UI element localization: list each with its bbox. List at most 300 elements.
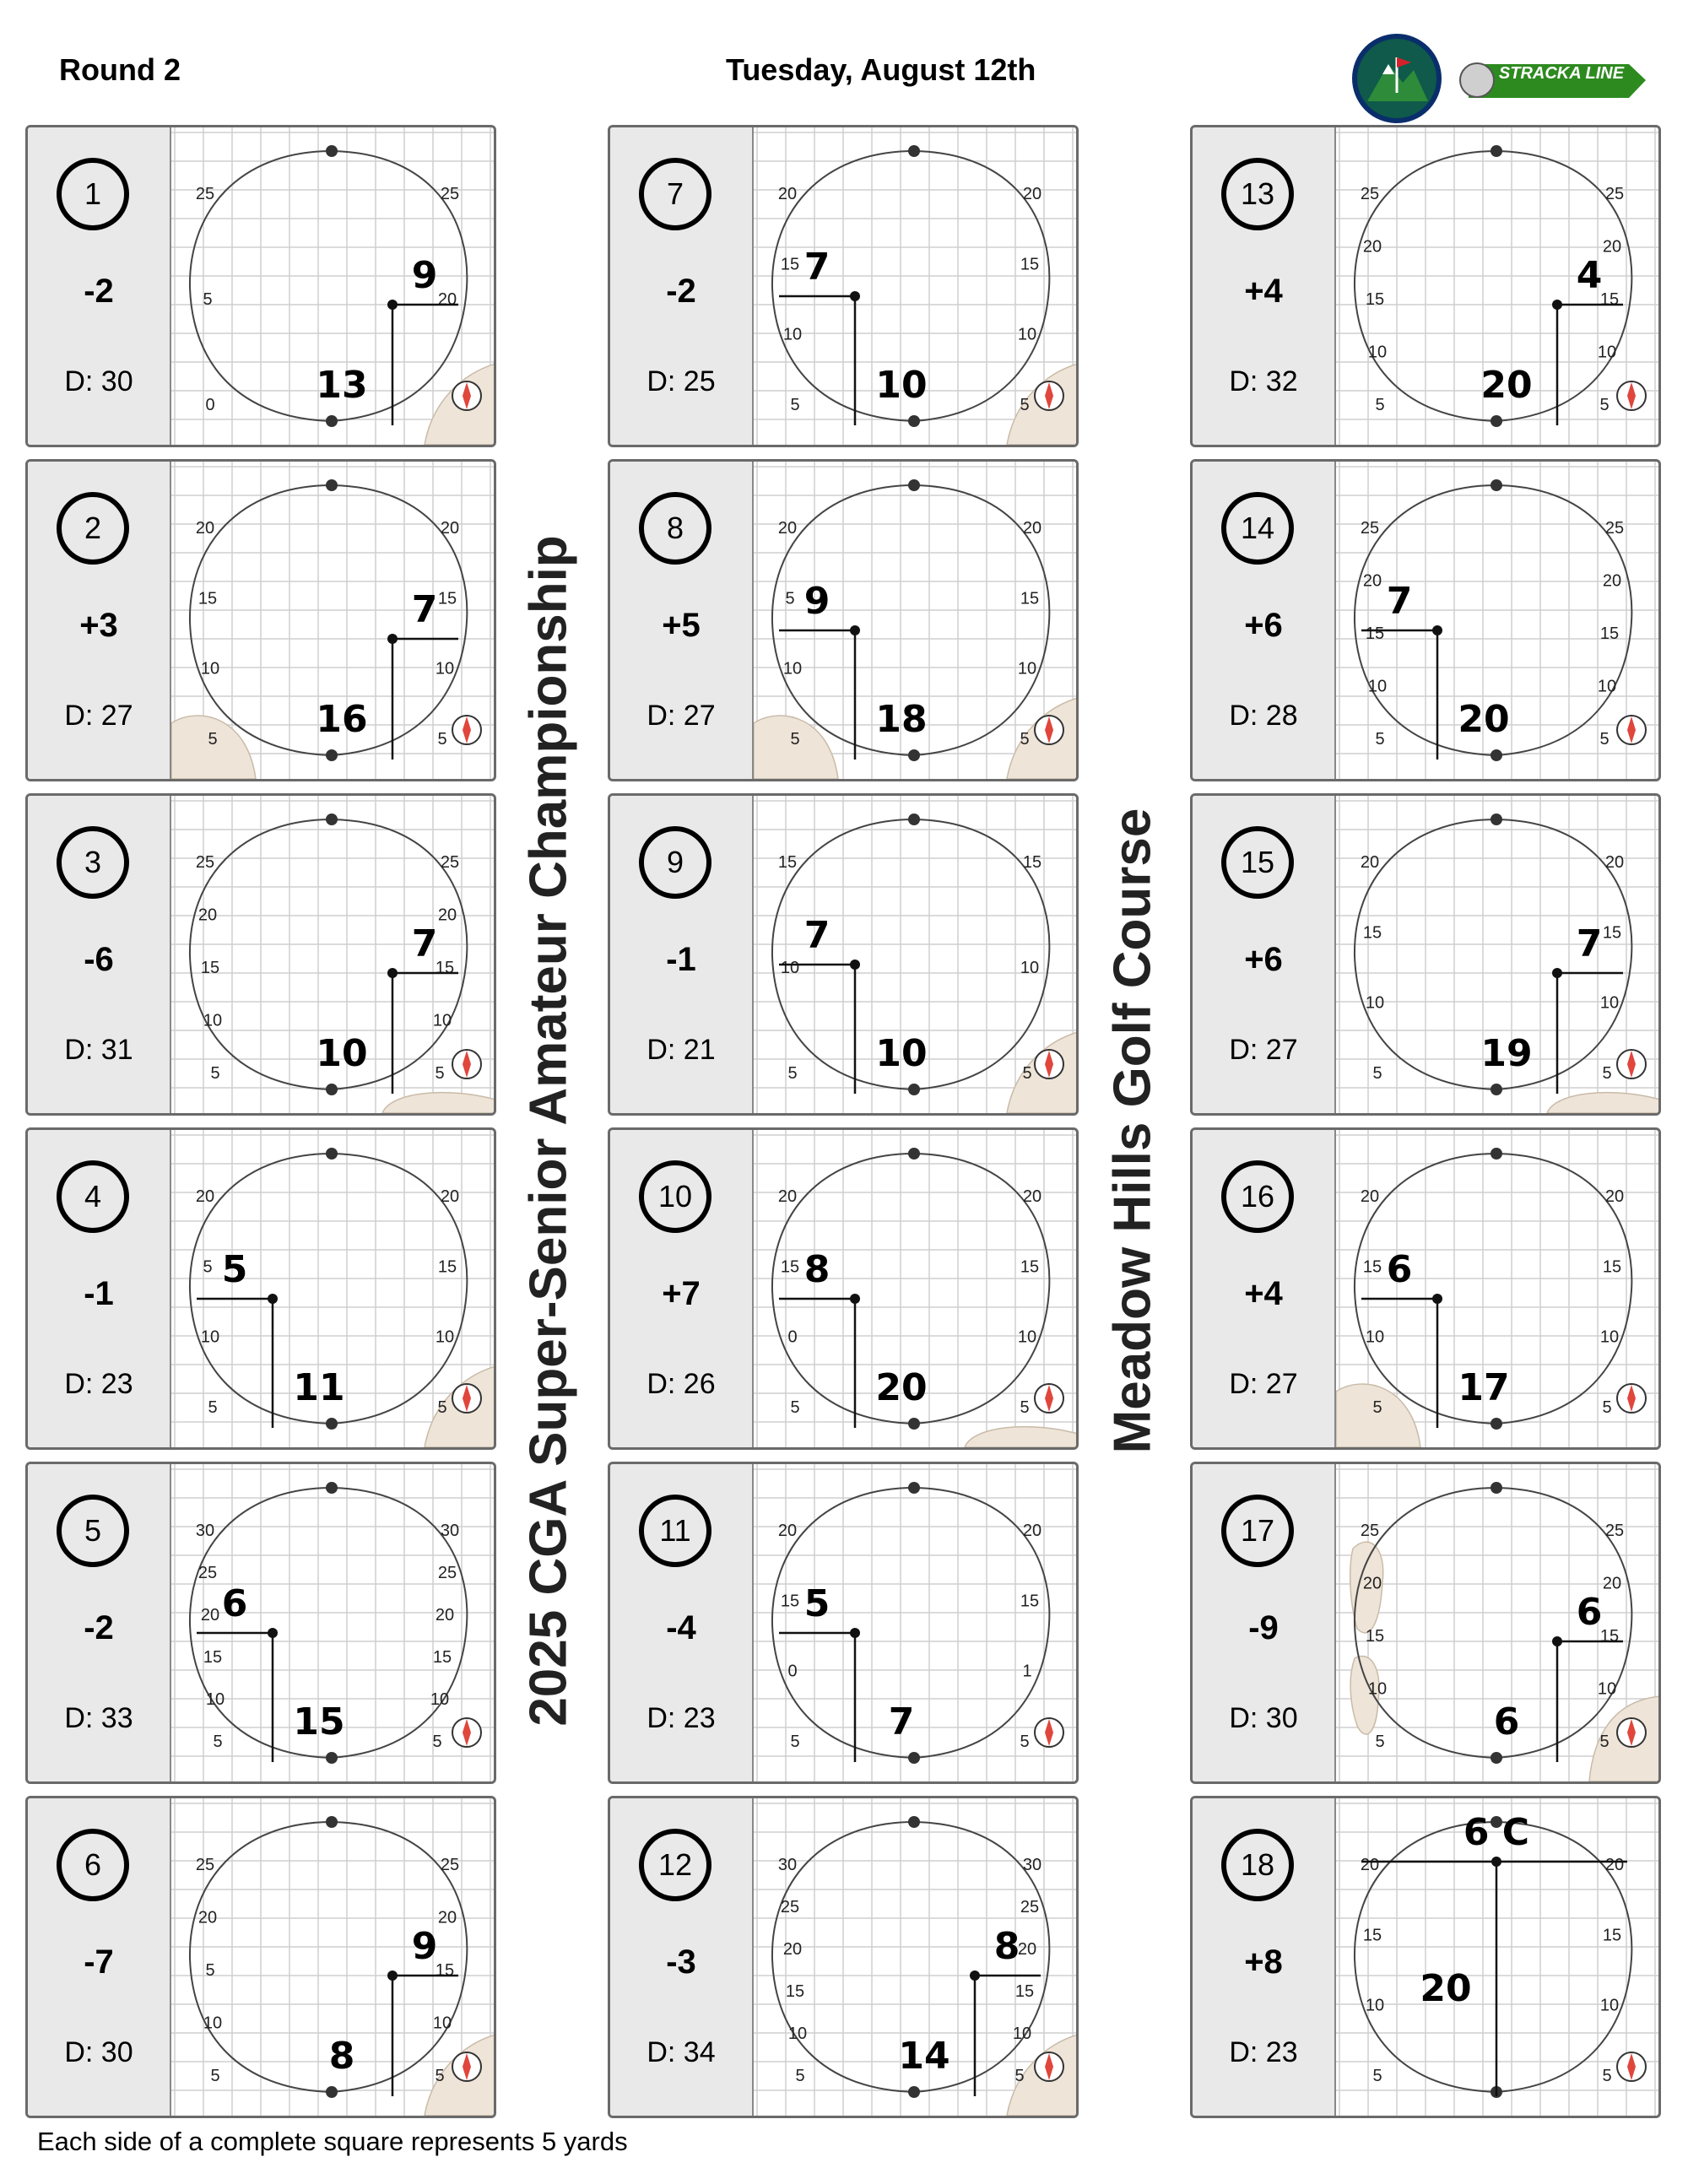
back-edge-dot (326, 1816, 338, 1828)
event-title: 2025 CGA Super-Senior Amateur Championship (519, 535, 578, 1727)
yardage-tick-label: 15 (1599, 290, 1620, 309)
pin-side-yards: 6 C (1463, 1811, 1530, 1854)
yardage-tick-label: 20 (1604, 1187, 1625, 1206)
back-edge-dot (1491, 1148, 1502, 1160)
yardage-tick-label: 5 (790, 730, 800, 749)
yardage-tick-label: 10 (1367, 343, 1388, 362)
yardage-tick-label: 15 (1020, 589, 1040, 608)
pin-front-yards: 18 (875, 698, 928, 741)
hole-info-panel (1193, 796, 1336, 1113)
yardage-tick-label: 10 (1017, 325, 1037, 344)
yardage-tick-label: 10 (200, 659, 220, 678)
hole-number: 18 (1221, 1829, 1294, 1901)
yardage-tick-label: 25 (1604, 1522, 1625, 1540)
yardage-tick-label: 5 (790, 1398, 800, 1417)
bunker (1547, 1093, 1660, 1113)
pin-position-dot (850, 960, 860, 970)
pin-front-yards: 17 (1458, 1366, 1510, 1409)
yardage-tick-label: 20 (777, 1187, 798, 1206)
hole-score: -9 (1248, 1609, 1279, 1646)
yardage-tick-label: 5 (1602, 1398, 1612, 1417)
green-depth: D: 23 (1229, 2036, 1298, 2068)
pin-front-yards: 10 (316, 1032, 368, 1075)
date-label: Tuesday, August 12th (726, 52, 1036, 87)
yardage-tick-label: 25 (1604, 519, 1625, 538)
hole-card (25, 1796, 496, 2118)
compass-icon (452, 1050, 481, 1078)
pin-measure-lines (392, 639, 458, 760)
pin-front-yards: 14 (898, 2035, 950, 2078)
hole-info-panel (610, 1130, 754, 1447)
green-diagram (171, 1464, 495, 1781)
pin-position-dot (1552, 300, 1562, 310)
hole-card (1190, 459, 1661, 781)
compass-icon (452, 1384, 481, 1413)
pin-side-yards: 7 (1386, 580, 1413, 623)
yardage-tick-label: 20 (1602, 237, 1622, 257)
yardage-tick-label: 20 (440, 519, 460, 538)
green-diagram (754, 127, 1078, 445)
pin-front-yards: 11 (293, 1366, 345, 1409)
back-edge-dot (1491, 814, 1502, 825)
yardage-tick-label: 15 (1014, 1982, 1035, 2001)
yardage-tick-label: 5 (1020, 1733, 1030, 1751)
compass-icon (452, 381, 481, 410)
yardage-tick-label: 15 (777, 853, 798, 872)
hole-card (608, 1462, 1079, 1784)
pin-front-yards: 20 (875, 1366, 928, 1409)
hole-card (608, 125, 1079, 447)
compass-icon (1035, 1050, 1063, 1078)
green-diagram (1336, 1798, 1660, 2116)
bunker (965, 1427, 1078, 1447)
cga-logo (1355, 36, 1439, 121)
pin-position-dot (387, 1970, 398, 1981)
green-depth: D: 27 (64, 700, 133, 732)
stracka-line-logo (1460, 63, 1646, 98)
yardage-tick-label: 15 (1020, 1257, 1040, 1277)
yardage-tick-label: 5 (437, 1398, 447, 1417)
pin-front-yards: 20 (1420, 1967, 1472, 2010)
pin-position-dot (387, 968, 398, 978)
hole-info-panel (1193, 1798, 1336, 2116)
pin-side-yards: 7 (1576, 922, 1603, 965)
front-edge-dot (326, 1084, 338, 1095)
yardage-tick-label: 20 (437, 1908, 457, 1927)
front-edge-dot (1491, 1752, 1502, 1764)
hole-number: 13 (1221, 158, 1294, 230)
hole-score: +8 (1244, 1943, 1283, 1981)
yardage-tick-label: 5 (1022, 1064, 1032, 1083)
yardage-tick-label: 10 (1365, 993, 1385, 1013)
yardage-tick-label: 10 (1012, 2025, 1032, 2043)
pin-position-dot (387, 634, 398, 644)
yardage-tick-label: 15 (1602, 1257, 1622, 1277)
green-depth: D: 26 (647, 1368, 716, 1400)
hole-score: +6 (1244, 941, 1283, 978)
yardage-tick-label: 15 (1020, 255, 1040, 274)
pin-side-yards: 8 (993, 1925, 1020, 1968)
green-diagram (754, 796, 1078, 1113)
yardage-tick-label: 5 (208, 1398, 218, 1417)
compass-icon (1617, 716, 1646, 744)
pin-position-dot (387, 300, 398, 310)
yardage-tick-label: 20 (1362, 1574, 1382, 1593)
green-depth: D: 30 (1229, 1702, 1298, 1734)
pin-side-yards: 9 (411, 1925, 438, 1968)
compass-icon (1617, 2052, 1646, 2081)
green-depth: D: 27 (1229, 1034, 1298, 1066)
hole-score: -2 (666, 273, 696, 310)
compass-icon (1617, 1050, 1646, 1078)
bunker (382, 1093, 495, 1113)
hole-score: -2 (84, 273, 114, 310)
pin-side-yards: 6 (1386, 1248, 1413, 1291)
logos (1350, 32, 1654, 125)
pin-position-dot (1552, 1636, 1562, 1646)
yardage-tick-label: 10 (1367, 1679, 1388, 1699)
hole-info-panel (1193, 1130, 1336, 1447)
hole-score: -7 (84, 1943, 114, 1981)
yardage-tick-label: 10 (200, 1327, 220, 1347)
pin-side-yards: 6 (221, 1582, 248, 1625)
front-edge-dot (1491, 1418, 1502, 1430)
pin-front-yards: 19 (1480, 1032, 1533, 1075)
front-edge-dot (326, 2086, 338, 2098)
yardage-tick-label: 5 (1599, 730, 1610, 749)
yardage-tick-label: 5 (1020, 396, 1030, 414)
yardage-tick-label: 20 (197, 1908, 218, 1927)
pin-side-yards: 5 (221, 1248, 248, 1291)
pin-front-yards: 10 (875, 364, 928, 407)
hole-card (608, 1796, 1079, 2118)
yardage-tick-label: 10 (1599, 993, 1620, 1013)
yardage-tick-label: 1 (1022, 1662, 1032, 1681)
back-edge-dot (908, 814, 920, 825)
yardage-tick-label: 5 (1375, 1733, 1385, 1751)
yardage-tick-label: 20 (1022, 185, 1042, 203)
green-depth: D: 34 (647, 2036, 716, 2068)
hole-number: 2 (57, 492, 129, 565)
yardage-tick-label: 20 (200, 1606, 220, 1624)
green-depth: D: 23 (64, 1368, 133, 1400)
yardage-tick-label: 15 (1602, 923, 1622, 943)
yardage-tick-label: 15 (197, 589, 218, 608)
front-edge-dot (908, 1084, 920, 1095)
yardage-tick-label: 5 (1372, 1064, 1382, 1083)
yardage-tick-label: 15 (780, 1592, 800, 1611)
yardage-tick-label: 25 (197, 1564, 218, 1582)
hole-card (1190, 1127, 1661, 1450)
front-edge-dot (1491, 415, 1502, 427)
yardage-tick-label: 10 (430, 1690, 450, 1709)
yardage-tick-label: 20 (777, 519, 798, 538)
yardage-tick-label: 5 (795, 2067, 805, 2085)
hole-info-panel (1193, 127, 1336, 445)
green-diagram (1336, 1464, 1660, 1781)
hole-card (25, 459, 496, 781)
yardage-tick-label: 5 (787, 1064, 798, 1083)
yardage-tick-label: 25 (195, 185, 215, 203)
course-title: Meadow Hills Golf Course (1103, 808, 1162, 1454)
yardage-tick-label: 10 (1367, 677, 1388, 696)
yardage-tick-label: 10 (782, 659, 803, 678)
yardage-tick-label: 10 (787, 2025, 808, 2043)
yardage-tick-label: 25 (437, 1564, 457, 1582)
yardage-tick-label: 5 (210, 1064, 220, 1083)
green-depth: D: 25 (647, 365, 716, 397)
compass-icon (1035, 2052, 1063, 2081)
green-diagram (754, 1798, 1078, 2116)
yardage-tick-label: 20 (1604, 853, 1625, 872)
yardage-tick-label: 20 (1022, 1522, 1042, 1540)
yardage-tick-label: 25 (440, 185, 460, 203)
pin-position-dot (268, 1294, 278, 1304)
yardage-tick-label: 10 (780, 959, 800, 977)
hole-info-panel (1193, 462, 1336, 779)
yardage-tick-label: 10 (1365, 1327, 1385, 1347)
hole-score: +6 (1244, 607, 1283, 644)
hole-info-panel (28, 796, 171, 1113)
back-edge-dot (326, 1148, 338, 1160)
yardage-tick-label: 15 (1362, 1926, 1382, 1945)
yardage-tick-label: 20 (197, 905, 218, 925)
yardage-tick-label: 20 (1362, 237, 1382, 257)
yardage-tick-label: 20 (1360, 1187, 1380, 1206)
compass-icon (1035, 1718, 1063, 1747)
pin-measure-lines (1557, 305, 1623, 425)
pin-side-yards: 7 (803, 246, 830, 289)
yardage-tick-label: 5 (1375, 396, 1385, 414)
pin-front-yards: 8 (328, 2035, 355, 2078)
yardage-tick-label: 10 (1365, 1996, 1385, 2015)
hole-number: 11 (639, 1495, 711, 1567)
hole-score: +4 (1244, 1275, 1283, 1312)
hole-number: 10 (639, 1160, 711, 1233)
hole-number: 17 (1221, 1495, 1294, 1567)
hole-info-panel (610, 462, 754, 779)
yardage-tick-label: 5 (785, 589, 795, 608)
pin-side-yards: 9 (411, 254, 438, 297)
pin-side-yards: 4 (1576, 254, 1603, 297)
yardage-tick-label: 5 (437, 730, 447, 749)
yardage-tick-label: 25 (1360, 519, 1380, 538)
hole-info-panel (610, 127, 754, 445)
yardage-tick-label: 15 (1599, 1627, 1620, 1646)
compass-icon (452, 1718, 481, 1747)
green-depth: D: 27 (1229, 1368, 1298, 1400)
yardage-tick-label: 10 (205, 1690, 225, 1709)
hole-card (25, 1127, 496, 1450)
pin-side-yards: 7 (803, 914, 830, 957)
pin-position-dot (1432, 625, 1442, 635)
yardage-tick-label: 5 (1020, 730, 1030, 749)
yardage-tick-label: 20 (195, 519, 215, 538)
yardage-tick-label: 10 (1597, 677, 1617, 696)
green-depth: D: 30 (64, 365, 133, 397)
footer-note: Each side of a complete square represents 5 yards (37, 2127, 628, 2156)
pin-side-yards: 7 (411, 588, 438, 631)
yardage-tick-label: 15 (1022, 853, 1042, 872)
yardage-tick-label: 5 (1020, 1398, 1030, 1417)
green-diagram (1336, 1130, 1660, 1447)
back-edge-dot (326, 145, 338, 157)
yardage-tick-label: 15 (203, 1648, 223, 1667)
green-diagram (171, 1798, 495, 2116)
yardage-tick-label: 0 (205, 396, 215, 414)
yardage-tick-label: 10 (432, 1011, 452, 1030)
green-depth: D: 28 (1229, 700, 1298, 732)
hole-info-panel (28, 462, 171, 779)
pin-side-yards: 5 (803, 1582, 830, 1625)
pin-side-yards: 8 (803, 1248, 830, 1291)
yardage-tick-label: 5 (1014, 2067, 1025, 2085)
front-edge-dot (908, 2086, 920, 2098)
hole-number: 14 (1221, 492, 1294, 565)
yardage-tick-label: 20 (195, 1187, 215, 1206)
yardage-tick-label: 20 (1602, 571, 1622, 591)
pin-position-dot (850, 625, 860, 635)
compass-icon (1035, 381, 1063, 410)
yardage-tick-label: 20 (1017, 1940, 1037, 1959)
hole-card (1190, 793, 1661, 1116)
yardage-tick-label: 15 (780, 255, 800, 274)
compass-icon (452, 716, 481, 744)
front-edge-dot (908, 1752, 920, 1764)
yardage-tick-label: 5 (790, 396, 800, 414)
yardage-tick-label: 25 (440, 1856, 460, 1874)
yardage-tick-label: 5 (1599, 1733, 1610, 1751)
hole-number: 5 (57, 1495, 129, 1567)
yardage-tick-label: 25 (1360, 185, 1380, 203)
pin-front-yards: 13 (316, 364, 368, 407)
green-diagram (1336, 796, 1660, 1113)
hole-number: 16 (1221, 1160, 1294, 1233)
yardage-tick-label: 10 (203, 2014, 223, 2033)
back-edge-dot (326, 1482, 338, 1494)
yardage-tick-label: 0 (787, 1662, 798, 1681)
yardage-tick-label: 15 (1599, 624, 1620, 643)
front-edge-dot (326, 749, 338, 761)
yardage-tick-label: 10 (432, 2014, 452, 2033)
logo-text: STRACKA LINE (1498, 64, 1625, 83)
yardage-tick-label: 5 (432, 1733, 442, 1751)
hole-number: 15 (1221, 826, 1294, 899)
yardage-tick-label: 15 (1365, 624, 1385, 643)
yardage-tick-label: 5 (1372, 2067, 1382, 2085)
yardage-tick-label: 15 (200, 959, 220, 977)
green-depth: D: 31 (64, 1034, 133, 1066)
hole-info-panel (28, 1130, 171, 1447)
yardage-tick-label: 5 (435, 1064, 445, 1083)
compass-icon (1035, 1384, 1063, 1413)
back-edge-dot (908, 479, 920, 491)
yardage-tick-label: 5 (205, 1961, 215, 1980)
yardage-tick-label: 0 (787, 1327, 798, 1347)
yardage-tick-label: 20 (437, 290, 457, 309)
yardage-tick-label: 15 (1362, 923, 1382, 943)
yardage-tick-label: 30 (195, 1522, 215, 1540)
hole-number: 6 (57, 1829, 129, 1901)
hole-info-panel (28, 127, 171, 445)
yardage-tick-label: 10 (1017, 1327, 1037, 1347)
pin-front-yards: 20 (1480, 364, 1533, 407)
hole-score: -1 (666, 941, 696, 978)
yardage-tick-label: 5 (213, 1733, 223, 1751)
hole-score: -1 (84, 1275, 114, 1312)
green-diagram (754, 462, 1078, 779)
back-edge-dot (326, 479, 338, 491)
yardage-tick-label: 30 (777, 1856, 798, 1874)
hole-number: 8 (639, 492, 711, 565)
yardage-tick-label: 10 (1597, 1679, 1617, 1699)
yardage-tick-label: 30 (440, 1522, 460, 1540)
hole-card (25, 793, 496, 1116)
yardage-tick-label: 15 (1602, 1926, 1622, 1945)
green-diagram (1336, 462, 1660, 779)
green-diagram (754, 1130, 1078, 1447)
front-edge-dot (908, 415, 920, 427)
hole-card (1190, 125, 1661, 447)
yardage-tick-label: 10 (1597, 343, 1617, 362)
pin-position-dot (268, 1628, 278, 1638)
yardage-tick-label: 20 (1362, 571, 1382, 591)
yardage-tick-label: 25 (440, 853, 460, 872)
pin-side-yards: 6 (1576, 1591, 1603, 1634)
pin-position-dot (1552, 968, 1562, 978)
hole-number: 1 (57, 158, 129, 230)
green-depth: D: 30 (64, 2036, 133, 2068)
yardage-tick-label: 5 (1375, 730, 1385, 749)
yardage-tick-label: 25 (780, 1898, 800, 1916)
yardage-tick-label: 20 (777, 1522, 798, 1540)
hole-info-panel (610, 1798, 754, 2116)
yardage-tick-label: 5 (1372, 1398, 1382, 1417)
pin-measure-lines (1557, 973, 1623, 1094)
yardage-tick-label: 15 (785, 1982, 805, 2001)
hole-card (25, 125, 496, 447)
hole-number: 4 (57, 1160, 129, 1233)
front-edge-dot (908, 1418, 920, 1430)
yardage-tick-label: 15 (437, 589, 457, 608)
back-edge-dot (1491, 1482, 1502, 1494)
front-edge-dot (1491, 749, 1502, 761)
yardage-tick-label: 5 (203, 290, 213, 309)
compass-icon (1617, 1384, 1646, 1413)
hole-number: 3 (57, 826, 129, 899)
hole-card (1190, 1796, 1661, 2118)
green-diagram (171, 127, 495, 445)
hole-score: +5 (662, 607, 701, 644)
yardage-tick-label: 20 (1022, 1187, 1042, 1206)
yardage-tick-label: 10 (1599, 1996, 1620, 2015)
green-depth: D: 23 (647, 1702, 716, 1734)
hole-info-panel (610, 1464, 754, 1781)
yardage-tick-label: 10 (1599, 1327, 1620, 1347)
pin-measure-lines (392, 973, 458, 1094)
yardage-tick-label: 20 (440, 1187, 460, 1206)
green-diagram (754, 1464, 1078, 1781)
hole-info-panel (610, 796, 754, 1113)
hole-number: 7 (639, 158, 711, 230)
front-edge-dot (908, 749, 920, 761)
hole-score: +7 (662, 1275, 701, 1312)
hole-card (608, 793, 1079, 1116)
yardage-tick-label: 20 (777, 185, 798, 203)
hole-card (25, 1462, 496, 1784)
yardage-tick-label: 15 (1362, 1257, 1382, 1277)
pin-side-yards: 9 (803, 580, 830, 623)
